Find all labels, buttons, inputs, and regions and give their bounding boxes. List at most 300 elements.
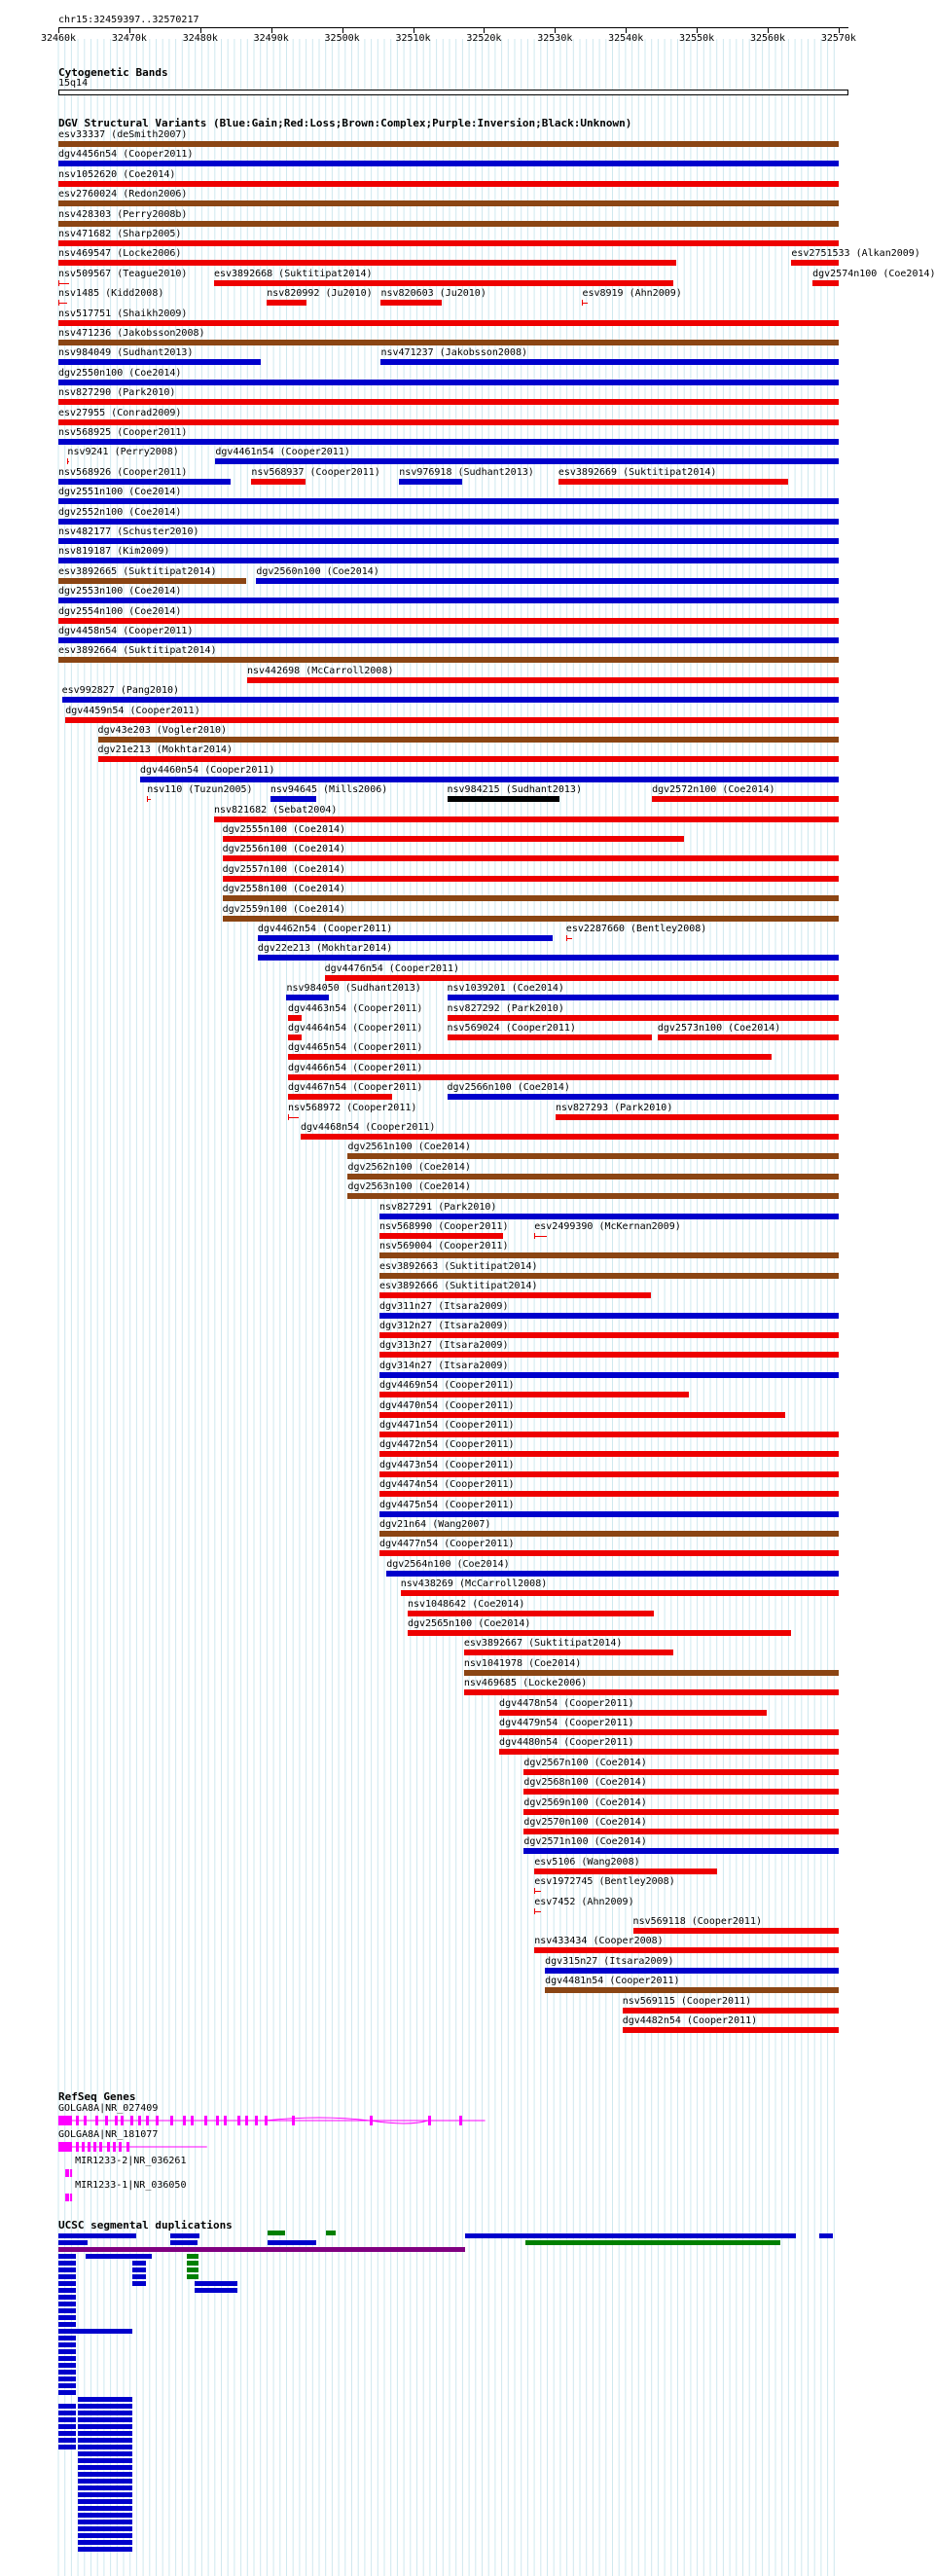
dgv-variant-bar[interactable]: [58, 161, 839, 166]
ruler-tick-label: 32530k: [537, 33, 573, 44]
dgv-variant-bar[interactable]: [58, 141, 839, 147]
dgv-variant-bar[interactable]: [288, 1015, 302, 1021]
dgv-variant-label: nsv9241 (Perry2008): [67, 447, 179, 458]
dgv-variant-label: dgv4482n54 (Cooper2011): [622, 2015, 758, 2026]
dgv-variant-bar[interactable]: [58, 240, 839, 246]
dgv-variant-label: nsv469685 (Locke2006): [463, 1678, 588, 1689]
dgv-variant-bar[interactable]: [58, 657, 839, 663]
dgv-variant-label: dgv4479n54 (Cooper2011): [499, 1718, 634, 1728]
dgv-variant-bar[interactable]: [258, 955, 839, 961]
segdup-block[interactable]: [58, 2356, 76, 2361]
segdup-block[interactable]: [78, 2438, 132, 2443]
dgv-variant-bar[interactable]: [623, 2008, 839, 2014]
segdup-block[interactable]: [58, 2315, 76, 2320]
dgv-variant-label: nsv568926 (Cooper2011): [58, 466, 188, 478]
segdup-block[interactable]: [78, 2424, 132, 2429]
dgv-variant-bar[interactable]: [62, 697, 839, 703]
dgv-variant-label: dgv2571n100 (Coe2014): [523, 1836, 647, 1848]
dgv-variant-bar[interactable]: [534, 1236, 547, 1237]
dgv-variant-label: esv1972745 (Bentley2008): [534, 1876, 675, 1888]
segdup-block[interactable]: [78, 2540, 132, 2545]
dgv-variant-bar[interactable]: [523, 1848, 839, 1854]
dgv-variant-bar[interactable]: [347, 1174, 839, 1179]
dgv-variant-bar[interactable]: [58, 380, 839, 385]
ruler-tick-label: 32560k: [749, 33, 786, 44]
dgv-variant-bar[interactable]: [223, 876, 839, 882]
dgv-variant-bar[interactable]: [58, 538, 839, 544]
dgv-variant-label: esv3892667 (Suktitipat2014): [463, 1638, 623, 1650]
dgv-variant-bar[interactable]: [58, 359, 261, 365]
dgv-variant-bar[interactable]: [67, 461, 69, 462]
dgv-variant-bar[interactable]: [58, 181, 839, 187]
dgv-variant-bar[interactable]: [379, 1313, 839, 1319]
dgv-variant-label: nsv820992 (Ju2010): [267, 288, 373, 300]
dgv-variant-label: esv2499390 (McKernan2009): [534, 1221, 681, 1232]
dgv-variant-bar[interactable]: [58, 618, 839, 624]
dgv-variant-bar[interactable]: [448, 995, 839, 1000]
segdup-block[interactable]: [58, 2370, 76, 2375]
segdup-block[interactable]: [78, 2404, 132, 2409]
dgv-variant-label: nsv482177 (Schuster2010): [58, 526, 199, 537]
dgv-variant-label: dgv311n27 (Itsara2009): [379, 1300, 509, 1312]
dgv-variant-bar[interactable]: [545, 1968, 839, 1974]
dgv-variant-label: nsv820603 (Ju2010): [380, 288, 486, 300]
ruler-tick-label: 32550k: [679, 33, 715, 44]
refseq-gene-model[interactable]: [0, 2192, 866, 2203]
segdup-block[interactable]: [58, 2342, 76, 2347]
dgv-variant-bar[interactable]: [379, 1273, 839, 1279]
dgv-variant-bar[interactable]: [58, 283, 69, 284]
dgv-variant-label: nsv568937 (Cooper2011): [251, 466, 380, 478]
dgv-variant-label: esv3892663 (Suktitipat2014): [379, 1260, 538, 1272]
dgv-variant-label: esv3892668 (Suktitipat2014): [213, 268, 373, 279]
dgv-variant-label: nsv1052620 (Coe2014): [58, 168, 176, 180]
dgv-variant-bar[interactable]: [286, 995, 328, 1000]
segdup-block[interactable]: [58, 2376, 76, 2381]
dgv-variant-bar[interactable]: [464, 1689, 839, 1695]
dgv-variant-bar[interactable]: [98, 737, 839, 743]
dgv-variant-bar[interactable]: [379, 1252, 839, 1258]
segdup-block[interactable]: [78, 2526, 132, 2531]
dgv-variant-bar[interactable]: [251, 479, 306, 485]
refseq-gene-label: MIR1233-1|NR_036050: [75, 2180, 187, 2191]
dgv-variant-bar[interactable]: [499, 1729, 839, 1735]
dgv-variant-bar[interactable]: [140, 777, 839, 782]
segdup-block[interactable]: [78, 2411, 132, 2415]
dgv-variant-bar[interactable]: [791, 260, 839, 266]
dgv-variant-label: dgv4468n54 (Cooper2011): [300, 1122, 436, 1133]
segdup-block[interactable]: [132, 2254, 152, 2259]
dgv-variant-bar[interactable]: [408, 1611, 654, 1616]
dgv-variant-bar[interactable]: [566, 938, 572, 939]
dgv-variant-bar[interactable]: [386, 1571, 839, 1577]
dgv-variant-label: dgv21n64 (Wang2007): [379, 1519, 491, 1530]
dgv-variant-label: nsv569004 (Cooper2011): [379, 1241, 509, 1252]
dgv-variant-bar[interactable]: [534, 1891, 541, 1892]
ruler-tick-label: 32480k: [182, 33, 218, 44]
dgv-variant-bar[interactable]: [58, 519, 839, 525]
dgv-variant-label: dgv4465n54 (Cooper2011): [287, 1042, 423, 1054]
dgv-variant-label: nsv94645 (Mills2006): [270, 784, 388, 796]
dgv-variant-label: dgv2566n100 (Coe2014): [447, 1082, 570, 1094]
segdup-block[interactable]: [58, 2247, 465, 2252]
dgv-variant-bar[interactable]: [58, 419, 839, 425]
cytoband-ideogram[interactable]: [58, 90, 848, 95]
dgv-variant-label: nsv509567 (Teague2010): [58, 268, 188, 279]
segdup-block[interactable]: [78, 2499, 132, 2504]
dgv-variant-label: esv992827 (Pang2010): [61, 685, 180, 697]
dgv-variant-label: nsv976918 (Sudhant2013): [399, 466, 534, 478]
dgv-variant-bar[interactable]: [58, 558, 839, 563]
dgv-variant-bar[interactable]: [58, 439, 839, 445]
dgv-variant-bar[interactable]: [288, 1054, 772, 1060]
segdup-block[interactable]: [132, 2268, 146, 2272]
dgv-variant-label: esv7452 (Ahn2009): [534, 1896, 634, 1907]
dgv-variant-bar[interactable]: [58, 200, 839, 206]
dgv-variant-label: dgv4476n54 (Cooper2011): [324, 962, 460, 974]
dgv-variant-bar[interactable]: [58, 479, 231, 485]
dgv-variant-bar[interactable]: [534, 1911, 541, 1912]
ruler-axis: [58, 27, 848, 28]
segdup-block[interactable]: [86, 2254, 132, 2259]
segdup-block[interactable]: [78, 2492, 132, 2497]
dgv-variant-bar[interactable]: [223, 916, 839, 922]
dgv-variant-bar[interactable]: [267, 300, 306, 306]
dgv-variant-bar[interactable]: [379, 1412, 785, 1418]
dgv-variant-label: dgv4474n54 (Cooper2011): [379, 1479, 515, 1491]
dgv-variant-bar[interactable]: [58, 637, 839, 643]
dgv-variant-bar[interactable]: [523, 1769, 839, 1775]
dgv-variant-label: nsv827292 (Park2010): [447, 1002, 564, 1014]
refseq-gene-model[interactable]: [0, 2141, 866, 2153]
segdup-block[interactable]: [78, 2458, 132, 2463]
dgv-variant-label: dgv2559n100 (Coe2014): [222, 903, 346, 915]
dgv-variant-bar[interactable]: [288, 1034, 302, 1040]
refseq-gene-label: MIR1233-2|NR_036261: [75, 2156, 187, 2166]
dgv-variant-bar[interactable]: [523, 1829, 839, 1834]
dgv-variant-bar[interactable]: [448, 1094, 839, 1100]
dgv-variant-label: nsv438269 (McCarroll2008): [400, 1578, 548, 1590]
dgv-variant-bar[interactable]: [98, 756, 839, 762]
segdup-block[interactable]: [132, 2281, 146, 2286]
segdup-block[interactable]: [819, 2233, 833, 2238]
dgv-variant-bar[interactable]: [347, 1193, 839, 1199]
segdup-block[interactable]: [58, 2390, 76, 2395]
segdup-block[interactable]: [195, 2288, 237, 2293]
dgv-variant-label: dgv4460n54 (Cooper2011): [139, 764, 275, 776]
dgv-variant-bar[interactable]: [215, 458, 839, 464]
dgv-variant-label: dgv2561n100 (Coe2014): [347, 1142, 471, 1153]
segdup-block[interactable]: [58, 2254, 76, 2259]
dgv-variant-bar[interactable]: [623, 2027, 839, 2033]
dgv-variant-bar[interactable]: [534, 1947, 839, 1953]
segdup-block[interactable]: [195, 2281, 237, 2286]
dgv-variant-bar[interactable]: [380, 300, 441, 306]
dgv-variant-label: esv2751533 (Alkan2009): [791, 248, 920, 260]
dgv-variant-label: dgv4459n54 (Cooper2011): [65, 705, 200, 716]
dgv-variant-label: dgv2568n100 (Coe2014): [523, 1777, 647, 1789]
dgv-variant-bar[interactable]: [214, 280, 673, 286]
segdup-block[interactable]: [78, 2520, 132, 2524]
dgv-variant-label: dgv2570n100 (Coe2014): [523, 1817, 647, 1828]
ruler-tick-label: 32570k: [820, 33, 856, 44]
dgv-variant-bar[interactable]: [399, 479, 461, 485]
dgv-variant-bar[interactable]: [223, 855, 839, 861]
dgv-variant-bar[interactable]: [379, 1233, 503, 1239]
dgv-variant-label: esv3892666 (Suktitipat2014): [379, 1281, 538, 1292]
dgv-variant-label: dgv21e213 (Mokhtar2014): [97, 744, 234, 756]
refseq-gene-model[interactable]: [0, 2115, 866, 2126]
segdup-block[interactable]: [58, 2336, 76, 2340]
segdup-block[interactable]: [78, 2472, 132, 2477]
segdup-block[interactable]: [78, 2506, 132, 2511]
segdup-block[interactable]: [58, 2411, 76, 2415]
segdup-block[interactable]: [78, 2397, 132, 2402]
dgv-variant-bar[interactable]: [258, 935, 553, 941]
dgv-variant-bar[interactable]: [380, 359, 839, 365]
segdup-block[interactable]: [78, 2485, 132, 2490]
dgv-variant-bar[interactable]: [147, 799, 151, 800]
dgv-variant-bar[interactable]: [448, 1034, 653, 1040]
dgv-variant-label: dgv4478n54 (Cooper2011): [499, 1697, 634, 1709]
segdup-block[interactable]: [170, 2240, 198, 2245]
segdup-block[interactable]: [78, 2533, 132, 2538]
dgv-variant-bar[interactable]: [58, 340, 839, 345]
dgv-variant-label: nsv568990 (Cooper2011): [379, 1221, 509, 1232]
dgv-variant-label: dgv2560n100 (Coe2014): [256, 565, 379, 577]
refseq-track-title: RefSeq Genes: [58, 2090, 136, 2103]
segdup-block[interactable]: [132, 2274, 146, 2279]
dgv-variant-label: dgv4469n54 (Cooper2011): [379, 1380, 515, 1392]
dgv-variant-label: dgv4456n54 (Cooper2011): [58, 149, 194, 161]
dgv-variant-label: dgv22e213 (Mokhtar2014): [257, 943, 393, 955]
dgv-variant-bar[interactable]: [288, 1117, 299, 1118]
segdup-block[interactable]: [58, 2438, 76, 2443]
dgv-variant-label: esv8919 (Ahn2009): [582, 288, 682, 300]
segdup-block[interactable]: [525, 2240, 780, 2245]
segdup-block[interactable]: [58, 2417, 76, 2422]
dgv-variant-label: dgv313n27 (Itsara2009): [379, 1340, 509, 1352]
segdup-block[interactable]: [58, 2233, 136, 2238]
segdup-block[interactable]: [58, 2322, 76, 2327]
dgv-variant-label: nsv110 (Tuzun2005): [147, 784, 253, 796]
dgv-variant-bar[interactable]: [379, 1550, 839, 1556]
dgv-variant-label: nsv569024 (Cooper2011): [447, 1023, 576, 1034]
dgv-variant-label: dgv4477n54 (Cooper2011): [379, 1539, 515, 1550]
dgv-variant-label: dgv2555n100 (Coe2014): [222, 824, 346, 835]
dgv-variant-bar[interactable]: [523, 1789, 839, 1795]
dgv-variant-label: nsv471237 (Jakobsson2008): [380, 347, 527, 359]
segdup-block[interactable]: [78, 2465, 132, 2470]
dgv-variant-bar[interactable]: [448, 1015, 839, 1021]
dgv-variant-bar[interactable]: [379, 1491, 839, 1497]
segdup-block[interactable]: [187, 2254, 198, 2259]
dgv-variant-bar[interactable]: [499, 1710, 767, 1716]
segdup-block[interactable]: [58, 2349, 76, 2354]
dgv-variant-bar[interactable]: [379, 1392, 689, 1397]
dgv-variant-label: dgv4461n54 (Cooper2011): [215, 447, 350, 458]
segdup-block[interactable]: [465, 2233, 796, 2238]
dgv-variant-bar[interactable]: [379, 1214, 839, 1219]
segdup-block[interactable]: [58, 2404, 76, 2409]
segdup-block[interactable]: [58, 2363, 76, 2368]
dgv-variant-label: dgv2564n100 (Coe2014): [386, 1558, 510, 1570]
dgv-variant-label: dgv4472n54 (Cooper2011): [379, 1439, 515, 1451]
segdup-block[interactable]: [58, 2295, 76, 2300]
dgv-track-title: DGV Structural Variants (Blue:Gain;Red:Loss;Brown:Complex;Purple:Inversion;Black:Unknown): [58, 117, 632, 129]
dgv-variant-label: nsv568925 (Cooper2011): [58, 427, 188, 438]
dgv-variant-bar[interactable]: [379, 1511, 839, 1517]
dgv-variant-label: dgv2552n100 (Coe2014): [58, 506, 182, 518]
dgv-variant-bar[interactable]: [379, 1372, 839, 1378]
segdup-block[interactable]: [78, 2431, 132, 2436]
segdup-block[interactable]: [58, 2261, 76, 2266]
segdup-block[interactable]: [58, 2240, 88, 2245]
dgv-variant-label: esv27955 (Conrad2009): [58, 407, 182, 418]
dgv-variant-bar[interactable]: [379, 1451, 839, 1457]
segdup-block[interactable]: [187, 2261, 198, 2266]
dgv-variant-bar[interactable]: [214, 816, 839, 822]
dgv-variant-label: nsv568972 (Cooper2011): [287, 1102, 417, 1113]
dgv-variant-bar[interactable]: [556, 1114, 839, 1120]
dgv-variant-bar[interactable]: [347, 1153, 839, 1159]
dgv-variant-bar[interactable]: [288, 1074, 839, 1080]
segdup-block[interactable]: [58, 2302, 76, 2306]
dgv-variant-label: dgv315n27 (Itsara2009): [545, 1955, 674, 1967]
dgv-variant-bar[interactable]: [58, 221, 839, 227]
dgv-variant-label: dgv2554n100 (Coe2014): [58, 605, 182, 617]
dgv-variant-bar[interactable]: [652, 796, 839, 802]
dgv-variant-label: esv3892669 (Suktitipat2014): [558, 466, 717, 478]
segdup-block[interactable]: [58, 2274, 76, 2279]
dgv-variant-bar[interactable]: [812, 280, 839, 286]
segdup-block[interactable]: [78, 2445, 132, 2449]
segdup-block[interactable]: [187, 2274, 198, 2279]
segdup-block[interactable]: [78, 2547, 132, 2552]
dgv-variant-bar[interactable]: [379, 1471, 839, 1477]
dgv-variant-label: dgv2557n100 (Coe2014): [222, 863, 346, 875]
dgv-variant-bar[interactable]: [379, 1531, 839, 1537]
dgv-variant-label: esv2287660 (Bentley2008): [565, 924, 707, 934]
dgv-variant-label: nsv1048642 (Coe2014): [407, 1598, 525, 1610]
dgv-variant-bar[interactable]: [408, 1630, 791, 1636]
dgv-variant-label: nsv469547 (Locke2006): [58, 248, 182, 260]
dgv-variant-label: esv2760024 (Redon2006): [58, 189, 188, 200]
ruler-tick-label: 32490k: [253, 33, 289, 44]
dgv-variant-bar[interactable]: [223, 836, 684, 842]
segdup-block[interactable]: [268, 2240, 316, 2245]
dgv-variant-bar[interactable]: [58, 578, 246, 584]
dgv-variant-bar[interactable]: [448, 796, 559, 802]
dgv-variant-label: nsv827290 (Park2010): [58, 387, 176, 399]
dgv-variant-label: nsv471682 (Sharp2005): [58, 229, 182, 239]
segdup-block[interactable]: [78, 2513, 132, 2518]
segdup-block[interactable]: [326, 2231, 336, 2235]
dgv-variant-bar[interactable]: [582, 303, 588, 304]
dgv-variant-bar[interactable]: [523, 1809, 839, 1815]
segdup-block[interactable]: [58, 2383, 76, 2388]
segdup-block[interactable]: [58, 2268, 76, 2272]
dgv-variant-label: esv3892664 (Suktitipat2014): [58, 645, 217, 657]
dgv-variant-bar[interactable]: [379, 1292, 651, 1298]
segdup-block[interactable]: [268, 2231, 285, 2235]
dgv-variant-bar[interactable]: [270, 796, 316, 802]
segdup-block[interactable]: [78, 2417, 132, 2422]
dgv-variant-bar[interactable]: [288, 1094, 392, 1100]
dgv-variant-bar[interactable]: [256, 578, 839, 584]
dgv-variant-bar[interactable]: [558, 479, 788, 485]
dgv-variant-label: nsv569115 (Cooper2011): [622, 1995, 752, 2007]
segdup-block[interactable]: [170, 2233, 199, 2238]
dgv-variant-bar[interactable]: [379, 1332, 839, 1338]
segdup-block[interactable]: [58, 2281, 76, 2286]
segdup-block[interactable]: [187, 2268, 198, 2272]
dgv-variant-label: nsv428303 (Perry2008b): [58, 208, 188, 220]
dgv-variant-bar[interactable]: [58, 498, 839, 504]
segdup-block[interactable]: [58, 2445, 76, 2449]
dgv-variant-label: dgv314n27 (Itsara2009): [379, 1360, 509, 1371]
refseq-gene-model[interactable]: [0, 2167, 866, 2179]
dgv-variant-bar[interactable]: [301, 1134, 839, 1140]
segdup-block[interactable]: [78, 2451, 132, 2456]
dgv-variant-bar[interactable]: [325, 975, 839, 981]
segdup-track-title: UCSC segmental duplications: [58, 2219, 233, 2231]
dgv-variant-bar[interactable]: [379, 1352, 839, 1358]
dgv-variant-bar[interactable]: [534, 1869, 717, 1874]
dgv-variant-bar[interactable]: [58, 303, 67, 304]
ruler-tick-label: 32520k: [466, 33, 502, 44]
refseq-gene-label: GOLGA8A|NR_027409: [58, 2103, 159, 2114]
dgv-variant-label: dgv43e203 (Vogler2010): [97, 725, 227, 736]
dgv-variant-label: esv33337 (deSmith2007): [58, 129, 188, 140]
dgv-variant-bar[interactable]: [58, 260, 676, 266]
segdup-block[interactable]: [58, 2424, 76, 2429]
ruler-tick-label: 32540k: [608, 33, 644, 44]
dgv-variant-bar[interactable]: [379, 1432, 839, 1437]
segdup-block[interactable]: [58, 2288, 76, 2293]
segdup-block[interactable]: [58, 2308, 76, 2313]
segdup-block[interactable]: [58, 2329, 132, 2334]
dgv-variant-label: dgv2550n100 (Coe2014): [58, 367, 182, 379]
dgv-variant-bar[interactable]: [499, 1749, 839, 1755]
dgv-variant-bar[interactable]: [58, 399, 839, 405]
dgv-variant-label: dgv2567n100 (Coe2014): [523, 1757, 647, 1768]
dgv-variant-bar[interactable]: [545, 1987, 839, 1993]
dgv-variant-label: dgv2569n100 (Coe2014): [523, 1796, 647, 1808]
dgv-variant-bar[interactable]: [633, 1928, 839, 1934]
dgv-variant-label: nsv984049 (Sudhant2013): [58, 347, 194, 359]
segdup-block[interactable]: [78, 2479, 132, 2484]
dgv-variant-label: dgv2565n100 (Coe2014): [407, 1618, 531, 1629]
segdup-block[interactable]: [132, 2261, 146, 2266]
dgv-variant-bar[interactable]: [247, 677, 839, 683]
dgv-variant-bar[interactable]: [401, 1590, 839, 1596]
dgv-variant-bar[interactable]: [58, 320, 839, 326]
dgv-variant-label: nsv517751 (Shaikh2009): [58, 308, 188, 319]
dgv-variant-bar[interactable]: [58, 598, 839, 603]
dgv-variant-label: dgv2558n100 (Coe2014): [222, 884, 346, 895]
dgv-variant-label: nsv827293 (Park2010): [555, 1102, 673, 1113]
dgv-variant-bar[interactable]: [464, 1650, 673, 1655]
dgv-variant-label: dgv4463n54 (Cooper2011): [287, 1002, 423, 1014]
dgv-variant-label: esv5106 (Wang2008): [534, 1856, 640, 1868]
dgv-variant-bar[interactable]: [464, 1670, 839, 1676]
dgv-variant-bar[interactable]: [223, 895, 839, 901]
dgv-variant-label: dgv4471n54 (Cooper2011): [379, 1420, 515, 1431]
dgv-variant-bar[interactable]: [658, 1034, 839, 1040]
segdup-block[interactable]: [58, 2431, 76, 2436]
dgv-variant-bar[interactable]: [65, 717, 839, 723]
